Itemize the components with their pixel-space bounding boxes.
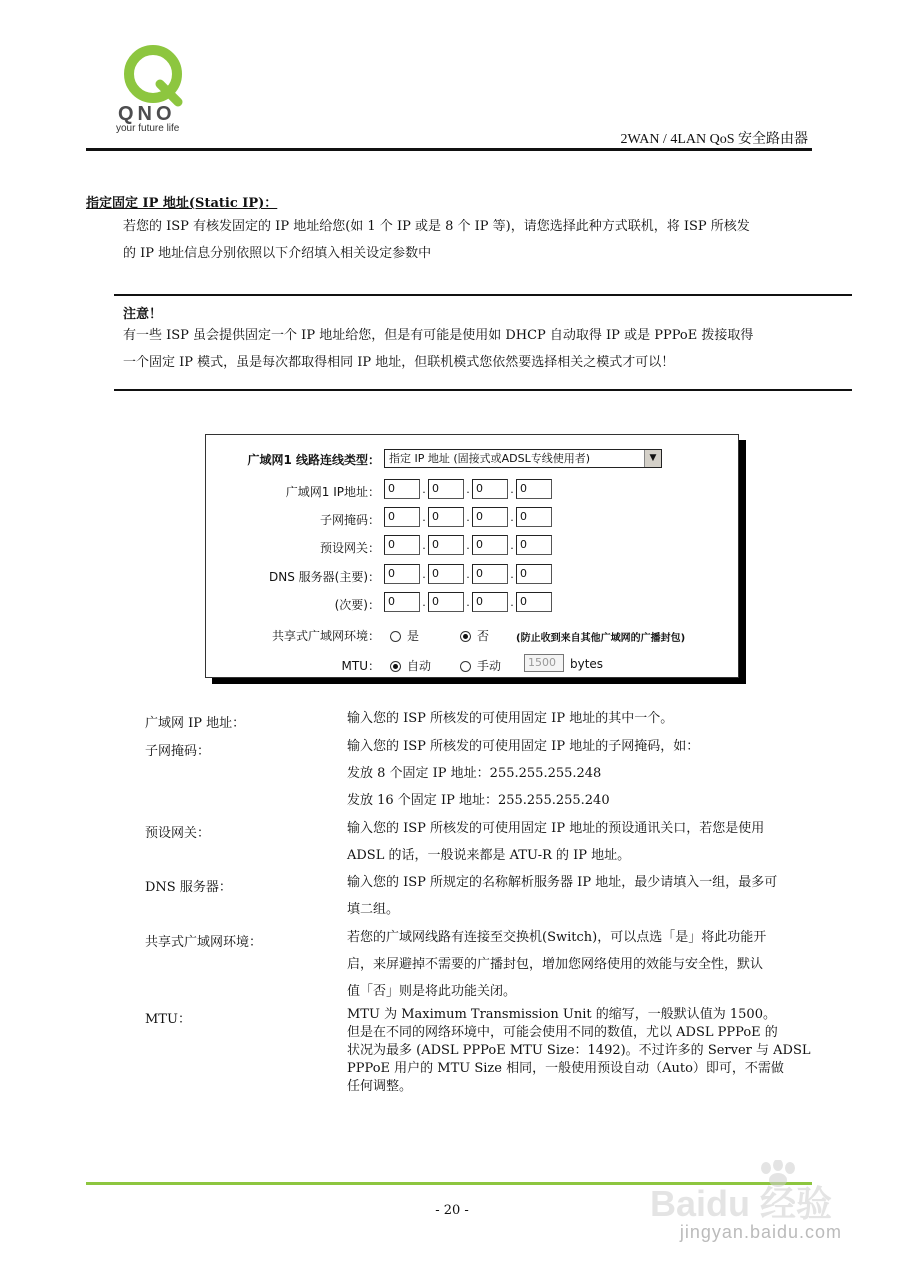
svg-text:QNO: QNO xyxy=(118,103,176,124)
desc-subnet-mask xyxy=(347,733,837,814)
desc-line: MTU 为 Maximum Transmission Unit 的缩写，一般默认值为 1500。 xyxy=(347,1007,776,1022)
shared-hint: (防止收到来自其他广域网的广播封包) xyxy=(516,633,686,644)
subnet-mask-octet-3[interactable]: 0 xyxy=(472,507,508,527)
desc-line: 输入您的 ISP 所核发的可使用固定 IP 地址的预设通讯关口，若您是使用 xyxy=(347,821,765,836)
gateway-label: 预设网关： xyxy=(319,541,380,555)
intro-line-2: 的 IP 地址信息分别依照以下介绍填入相关设定参数中 xyxy=(123,246,432,261)
wan-ip-input-group xyxy=(384,479,552,499)
dns-secondary-octet-3[interactable]: 0 xyxy=(472,592,508,612)
header-divider xyxy=(86,148,812,151)
dot-separator: . xyxy=(422,595,426,609)
shared-wan-label: 共享式广域网环境： xyxy=(271,629,380,643)
dot-separator: . xyxy=(466,538,470,552)
wan-type-value: 指定 IP 地址 (固接式或ADSL专线使用者) xyxy=(389,452,591,465)
term-shared-wan: 共享式广域网环境： xyxy=(145,935,263,950)
gateway-octet-4[interactable]: 0 xyxy=(516,535,552,555)
dns-secondary-octet-4[interactable]: 0 xyxy=(516,592,552,612)
mtu-input[interactable]: 1500 xyxy=(524,654,564,672)
dns-primary-octet-4[interactable]: 0 xyxy=(516,564,552,584)
watermark-url: jingyan.baidu.com xyxy=(679,1222,842,1242)
dot-separator: . xyxy=(422,538,426,552)
dot-separator: . xyxy=(510,567,514,581)
term-gateway: 预设网关： xyxy=(145,826,211,841)
subnet-mask-octet-1[interactable]: 0 xyxy=(384,507,420,527)
note-line-1: 有一些 ISP 虽会提供固定一个 IP 地址给您，但是有可能是使用如 DHCP 自动取得 IP 或是 PPPoE 拨接取得 xyxy=(123,328,754,343)
dns-primary-octet-1[interactable]: 0 xyxy=(384,564,420,584)
note-bottom-rule xyxy=(114,389,852,391)
wan-ip-octet-1[interactable]: 0 xyxy=(384,479,420,499)
desc-line: 输入您的 ISP 所核发的可使用固定 IP 地址的子网掩码，如： xyxy=(347,739,700,754)
subnet-mask-octet-4[interactable]: 0 xyxy=(516,507,552,527)
desc-line: 任何调整。 xyxy=(347,1079,413,1094)
shared-yes-label: 是 xyxy=(407,629,420,643)
subnet-mask-octet-2[interactable]: 0 xyxy=(428,507,464,527)
radio-selected-icon[interactable] xyxy=(460,631,471,642)
desc-mtu xyxy=(347,1006,837,1096)
dot-separator: . xyxy=(510,595,514,609)
mtu-auto-label: 自动 xyxy=(407,659,432,673)
mtu-unit: bytes xyxy=(570,657,604,671)
dot-separator: . xyxy=(466,595,470,609)
desc-line: 值「否」则是将此功能关闭。 xyxy=(347,984,517,999)
svg-text:Baidu 经验: Baidu 经验 xyxy=(650,1183,833,1224)
gateway-octet-3[interactable]: 0 xyxy=(472,535,508,555)
desc-line: PPPoE 用户的 MTU Size 相同，一般使用预设自动（Auto）即可，不需做 xyxy=(347,1061,784,1076)
dot-separator: . xyxy=(422,482,426,496)
wan-ip-label: 广域网1 IP地址： xyxy=(285,485,380,499)
mtu-manual-option[interactable] xyxy=(460,657,501,674)
desc-line: 填二组。 xyxy=(347,902,400,917)
dns-secondary-octet-1[interactable]: 0 xyxy=(384,592,420,612)
desc-gateway xyxy=(347,815,837,869)
dot-separator: . xyxy=(422,567,426,581)
dot-separator: . xyxy=(510,510,514,524)
note-line-2: 一个固定 IP 模式，虽是每次都取得相同 IP 地址，但联机模式您依然要选择相关之模式才可以！ xyxy=(123,355,675,370)
gateway-input-group xyxy=(384,535,552,555)
subnet-mask-label: 子网掩码： xyxy=(319,513,380,527)
dns-secondary-octet-2[interactable]: 0 xyxy=(428,592,464,612)
mtu-auto-option[interactable] xyxy=(390,657,431,674)
desc-wan-ip xyxy=(347,705,837,732)
page-number: - 20 - xyxy=(435,1203,469,1218)
chevron-down-icon[interactable]: ▼ xyxy=(644,450,661,467)
gateway-octet-1[interactable]: 0 xyxy=(384,535,420,555)
dot-separator: . xyxy=(510,482,514,496)
dns-primary-octet-3[interactable]: 0 xyxy=(472,564,508,584)
desc-line: ADSL 的话，一般说来都是 ATU-R 的 IP 地址。 xyxy=(347,848,631,863)
desc-line: 但是在不同的网络环境中，可能会使用不同的数值，尤以 ADSL PPPoE 的 xyxy=(347,1025,778,1040)
radio-icon[interactable] xyxy=(390,631,401,642)
mtu-manual-label: 手动 xyxy=(477,659,502,673)
dns-primary-input-group xyxy=(384,564,552,584)
dot-separator: . xyxy=(422,510,426,524)
term-wan-ip: 广域网 IP 地址： xyxy=(145,716,246,731)
intro-line-1: 若您的 ISP 有核发固定的 IP 地址给您(如 1 个 IP 或是 8 个 IP 等)，请您选择此种方式联机，将 ISP 所核发 xyxy=(123,219,750,234)
dot-separator: . xyxy=(466,510,470,524)
desc-line: 发放 8 个固定 IP 地址：255.255.255.248 xyxy=(347,766,602,781)
radio-icon[interactable] xyxy=(460,661,471,672)
subnet-mask-input-group xyxy=(384,507,552,527)
logo-tagline: your future life xyxy=(116,123,180,134)
desc-line: 若您的广域网线路有连接至交换机(Switch)，可以点选「是」将此功能开 xyxy=(347,930,767,945)
desc-line: 输入您的 ISP 所核发的可使用固定 IP 地址的其中一个。 xyxy=(347,711,674,726)
gateway-octet-2[interactable]: 0 xyxy=(428,535,464,555)
dot-separator: . xyxy=(510,538,514,552)
dns-primary-octet-2[interactable]: 0 xyxy=(428,564,464,584)
dns-primary-label: DNS 服务器(主要)： xyxy=(268,570,380,584)
static-ip-form xyxy=(205,434,739,678)
wan-type-select[interactable] xyxy=(384,449,662,468)
dns-secondary-label: (次要)： xyxy=(334,598,380,612)
wan-type-label: 广域网1 线路连线类型： xyxy=(247,453,380,467)
mtu-label: MTU： xyxy=(341,659,380,673)
document-title: 2WAN / 4LAN QoS 安全路由器 xyxy=(620,132,808,147)
desc-dns xyxy=(347,869,837,923)
radio-selected-icon[interactable] xyxy=(390,661,401,672)
dot-separator: . xyxy=(466,567,470,581)
dns-secondary-input-group xyxy=(384,592,552,612)
wan-ip-octet-3[interactable]: 0 xyxy=(472,479,508,499)
shared-yes-option[interactable] xyxy=(390,627,419,644)
dot-separator: . xyxy=(466,482,470,496)
desc-line: 输入您的 ISP 所规定的名称解析服务器 IP 地址，最少请填入一组，最多可 xyxy=(347,875,778,890)
term-mtu: MTU： xyxy=(145,1012,191,1027)
note-title: 注意！ xyxy=(123,307,163,322)
note-top-rule xyxy=(114,294,852,296)
shared-no-option[interactable] xyxy=(460,627,489,644)
wan-ip-octet-4[interactable]: 0 xyxy=(516,479,552,499)
wan-ip-octet-2[interactable]: 0 xyxy=(428,479,464,499)
desc-shared-wan xyxy=(347,924,837,1005)
desc-line: 启，来屏避掉不需要的广播封包，增加您网络使用的效能与安全性，默认 xyxy=(347,957,764,972)
desc-line: 状况为最多 (ADSL PPPoE MTU Size：1492)。不过许多的 Server 与 ADSL xyxy=(347,1043,811,1058)
term-dns: DNS 服务器： xyxy=(145,880,232,895)
shared-no-label: 否 xyxy=(477,629,490,643)
desc-line: 发放 16 个固定 IP 地址：255.255.255.240 xyxy=(347,793,610,808)
term-subnet-mask: 子网掩码： xyxy=(145,744,211,759)
section-title: 指定固定 IP 地址(Static IP)： xyxy=(86,196,278,211)
